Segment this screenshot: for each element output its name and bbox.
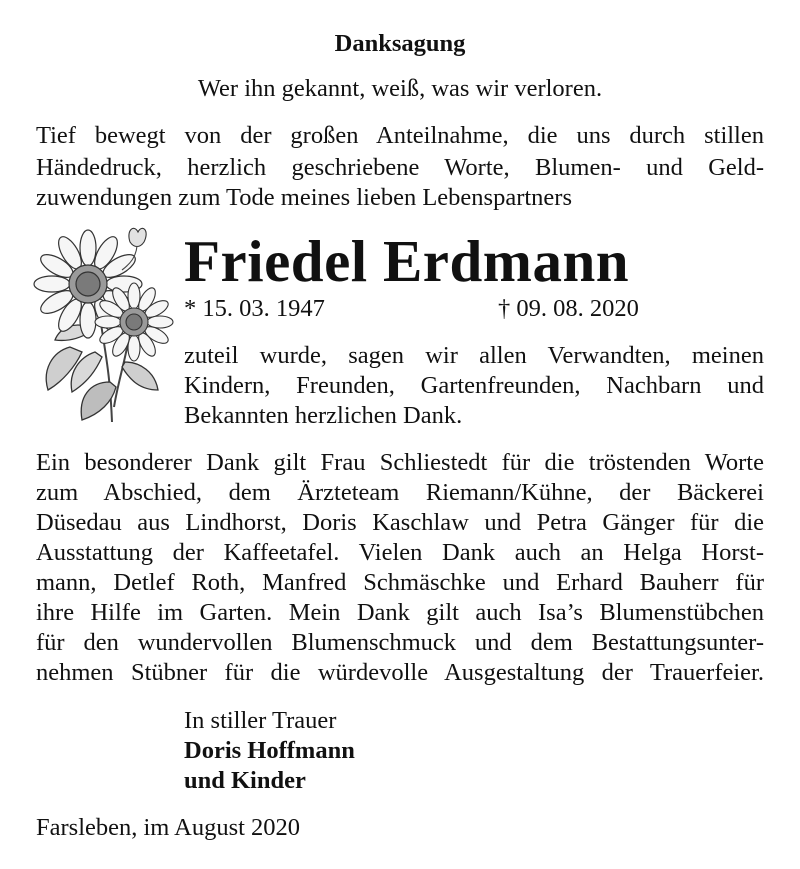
motto: Wer ihn gekannt, weiß, was wir verloren. — [197, 75, 603, 102]
intro-line: Händedruck, herzlich geschriebene Worte, Blumen- und Geld- — [36, 154, 764, 181]
special-thanks-line: zum Abschied, dem Ärzteteam Riemann/Kühne, der Bäckerei — [36, 479, 764, 506]
special-thanks-line: mann, Detlef Roth, Manfred Schmäschke und Erhard Bauherr für — [36, 569, 764, 596]
birth-date: * 15. 03. 1947 — [184, 295, 325, 322]
special-thanks-line: Ausstattung der Kaffeetafel. Vielen Dank auch an Helga Horst- — [36, 539, 764, 566]
thanks-line: Kindern, Freunden, Gartenfreunden, Nachbarn und — [184, 372, 764, 399]
special-thanks-line: Ein besonderer Dank gilt Frau Schliestedt für die tröstenden Worte — [36, 449, 764, 476]
intro-line: zuwendungen zum Tode meines lieben Lebenspartners — [36, 184, 572, 211]
death-date: † 09. 08. 2020 — [498, 295, 639, 322]
deceased-name: Friedel Erdmann — [184, 228, 630, 294]
sunflower-icon — [30, 222, 180, 434]
place-date: Farsleben, im August 2020 — [36, 814, 301, 841]
special-thanks-line: ihre Hilfe im Garten. Mein Dank gilt auch Isa’s Blumenstübchen — [36, 599, 764, 626]
signature-intro: In stiller Trauer — [184, 707, 337, 734]
thanks-line: zuteil wurde, sagen wir allen Verwandten, meinen — [184, 342, 764, 369]
special-thanks-line: Düsedau aus Lindhorst, Doris Kaschlaw und Petra Gänger für die — [36, 509, 764, 536]
intro-line: Tief bewegt von der großen Anteilnahme, die uns durch stillen — [36, 122, 764, 149]
signature-name: Doris Hoffmann — [184, 737, 355, 764]
signature-family: und Kinder — [184, 767, 306, 794]
thanks-line: Bekannten herzlichen Dank. — [184, 402, 463, 429]
special-thanks-line: für den wundervollen Blumenschmuck und dem Bestattungsunter- — [36, 629, 764, 656]
special-thanks-line: nehmen Stübner für die würdevolle Ausgestaltung der Trauerfeier. — [36, 659, 764, 686]
heading: Danksagung — [334, 30, 466, 57]
